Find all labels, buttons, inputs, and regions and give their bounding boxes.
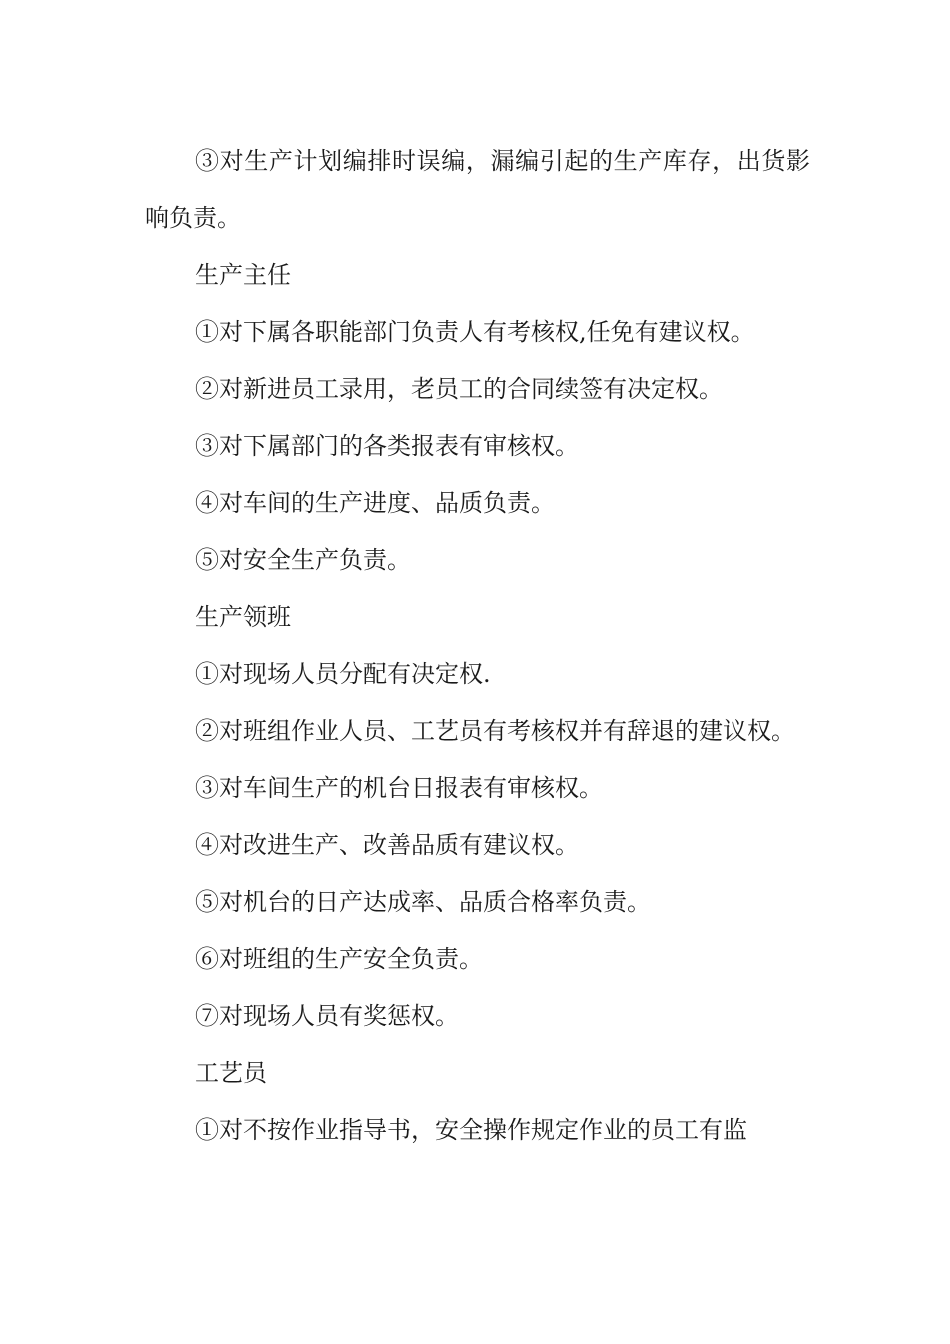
list-item: ②对班组作业人员、工艺员有考核权并有辞退的建议权。	[195, 717, 795, 745]
list-item: ④对改进生产、改善品质有建议权。	[195, 831, 579, 859]
document-body	[145, 133, 810, 1159]
heading-process-technician: 工艺员	[195, 1059, 267, 1087]
paragraph-production-plan-responsibility: ③对生产计划编排时误编，漏编引起的生产库存，出货影响负责。	[145, 147, 810, 232]
heading-production-director: 生产主任	[195, 261, 291, 289]
list-item: ⑥对班组的生产安全负责。	[195, 945, 483, 973]
list-item: ③对下属部门的各类报表有审核权。	[195, 432, 579, 460]
list-item: ①对现场人员分配有决定权.	[195, 660, 491, 688]
list-item: ⑦对现场人员有奖惩权。	[195, 1002, 459, 1030]
list-item: ⑤对机台的日产达成率、品质合格率负责。	[195, 888, 651, 916]
list-item: ③对车间生产的机台日报表有审核权。	[195, 774, 603, 802]
list-item: ①对下属各职能部门负责人有考核权,任免有建议权。	[195, 318, 755, 346]
heading-production-foreman: 生产领班	[195, 603, 291, 631]
list-item: ①对不按作业指导书，安全操作规定作业的员工有监	[195, 1116, 747, 1144]
list-item: ⑤对安全生产负责。	[195, 546, 411, 574]
list-item: ②对新进员工录用，老员工的合同续签有决定权。	[195, 375, 723, 403]
list-item: ④对车间的生产进度、品质负责。	[195, 489, 555, 517]
